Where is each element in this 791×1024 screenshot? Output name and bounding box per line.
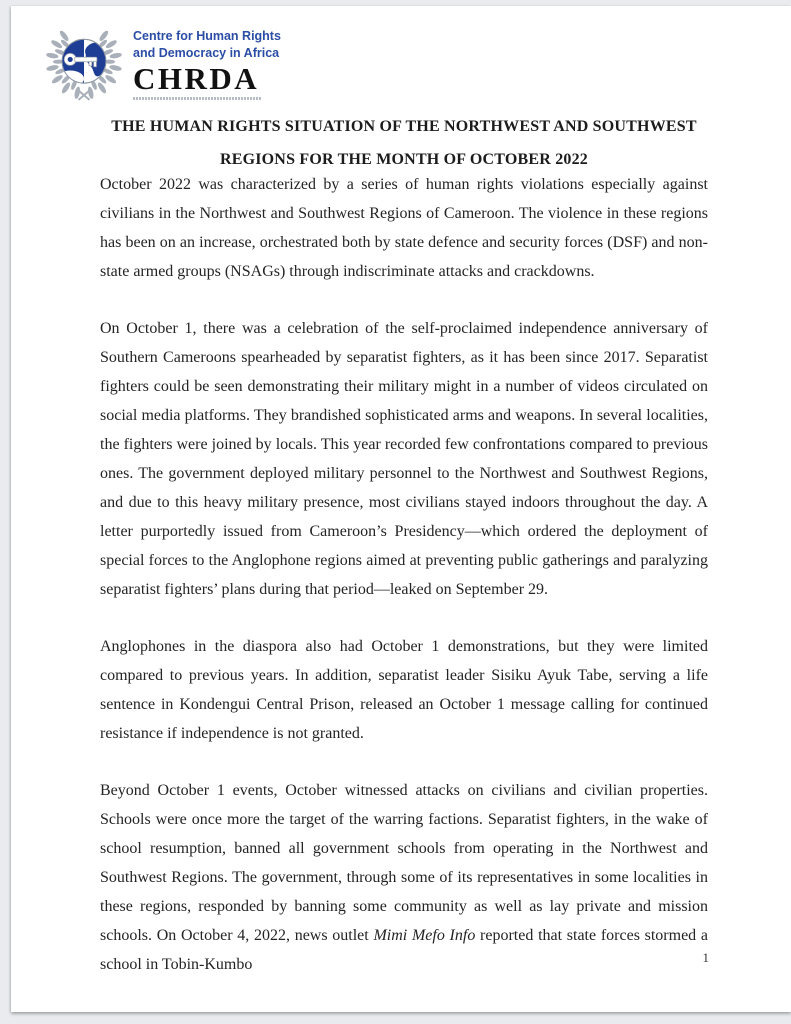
news-outlet-name: Mimi Mefo Info <box>373 927 476 944</box>
org-acronym: CHRDA <box>133 61 260 96</box>
document-title <box>96 110 712 176</box>
page-number: 1 <box>702 950 709 965</box>
paragraph-schools-text: Beyond October 1 events, October witnessed attacks on civilians and civilian properties. Schools were once more the target of the warring factions. Separatist fighters, in the wake of school resumption, banned all government schools from operating in the Northwest and Southwest Regions. The government, through some of its representatives in some localities in these regions, responded by banning some community as well as lay private and mission schools. On October 4, 2022, news outlet <box>100 782 708 944</box>
document-page <box>11 6 791 1012</box>
org-name-line2: and Democracy in Africa <box>133 46 280 60</box>
logo-tagline-line <box>133 97 261 100</box>
chrda-logo <box>38 20 281 110</box>
document-body <box>100 170 708 1007</box>
title-line2: REGIONS FOR THE MONTH OF OCTOBER 2022 <box>219 151 589 168</box>
paragraph-overview: October 2022 was characterized by a series of human rights violations especially against civilians in the Northwest and Southwest Regions of Cameroon. The violence in these regions has been on an increase, orchestrated both by state defence and security forces (DSF) and non-state armed groups (NSAGs) through indiscriminate attacks and crackdowns. <box>100 176 708 280</box>
paragraph-diaspora: Anglophones in the diaspora also had October 1 demonstrations, but they were limited compared to previous years. In addition, separatist leader Sisiku Ayuk Tabe, serving a life sentence in Kondengui Central Prison, released an October 1 message calling for continued resistance if independence is not granted. <box>100 638 708 742</box>
paragraph-schools-text-cont: reported that state forces stormed a school in Tobin-Kumbo <box>100 927 709 973</box>
org-name-line1: Centre for Human Rights <box>133 29 281 43</box>
title-line1: THE HUMAN RIGHTS SITUATION OF THE NORTHWEST AND SOUTHWEST <box>111 118 697 135</box>
paragraph-schools <box>100 776 708 979</box>
logo-text-block <box>133 28 281 100</box>
paragraph-october1-celebration: On October 1, there was a celebration of the self-proclaimed independence anniversary of Southern Cameroons spearheaded by separatist fighters, as it has been since 2017. Separatist fighters could be seen demonstrating their military might in a number of videos circulated on social media platforms. They brandished sophisticated arms and weapons. In several localities, the fighters were joined by locals. This year recorded few confrontations compared to previous ones. The government deployed military personnel to the Northwest and Southwest Regions, and due to this heavy military presence, most civilians stayed indoors throughout the day. A letter purportedly issued from Cameroon’s Presidency—which ordered the deployment of special forces to the Anglophone regions aimed at preventing public gatherings and paralyzing separatist fighters’ plans during that period—leaked on September 29. <box>100 320 708 598</box>
chrda-emblem-icon <box>38 22 130 106</box>
